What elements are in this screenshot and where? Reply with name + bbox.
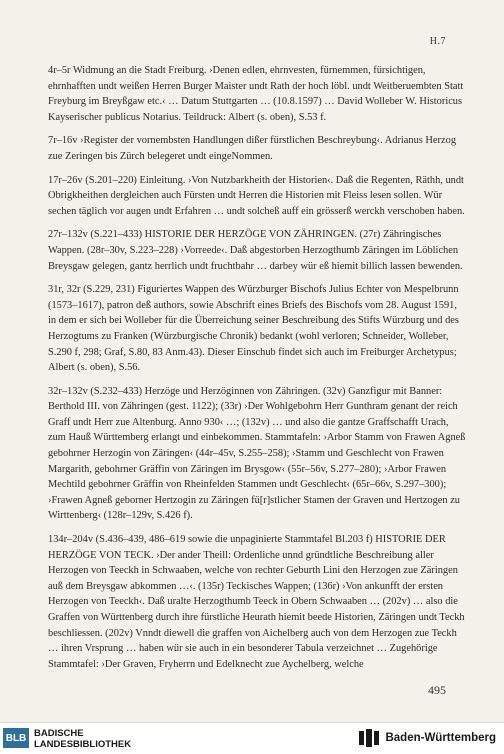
entry-zaehringen-history: 27r–132v (S.221–433) HISTORIE DER HERZÖGE VON ZÄHRINGEN. (27r) Zähringisches Wappen. (28r–30v, S.223–228) ›Vorreede‹. Daß abgestorben Herzogthumb Zäringen im Löblichen Breysgaw gelegen, gantz herrlich undt fruchtbahr … darbey wür eß hiemit billich lassen bewenden. xyxy=(48,229,463,272)
entry-zaehringen-dukes: 32r–132v (S.232–433) Herzöge und Herzöginnen von Zähringen. (32v) Ganzfigur mit Banner: Berthold III. von Zähringen (gest. 1122); (33r) ›Der Wohlgebohrn Herr Gunthram genant der reich Graff undt Herr zue Altenburg. Anno 930‹ …; (132v) … und also die gantze Graffschafft Urach, zum Hauß Württemberg erlangt und einbekommen. Stammtafeln: ›Arbor Stamm von Frawen Agneß gebohrner Herzogin von Zäringen‹ (44r–45v, S.255–258); ›Stamm und Geschlecht von Frawen Margarith, gebohrner Gräffin von Zäringen im Brysgow‹ (55r–56v, S.277–280); ›Arbor Frawen Mechtild gebohrner Gräffin von Rheinfelden Stammen undt Geschlecht‹ (65r–66v, S.297–300); ›Frawen Agneß geborner Hertzogin zu Zäringen fü[r]stlicher Stamen der Graven und Hertzogen zu Wirttenberg‹ (128r–129v, S.426 f). xyxy=(48,385,466,522)
footer-bar xyxy=(0,722,504,754)
running-head: H.7 xyxy=(429,36,446,47)
state-name: Baden-Württemberg xyxy=(385,732,496,744)
entry-introduction: 17r–26v (S.201–220) Einleitung. ›Von Nutzbarkheith der Historien‹. Daß die Regenten, Räthh, undt Obrigkheithen dergleichen auch Fürsten undt Herren die Historien mit Fleiss lesen sollen. Wür sechen täglich vor augen undt Erfahren … undt solcheß auff ein grösserß werckh verschoben haben. xyxy=(48,174,465,217)
blb-logo[interactable]: BLB xyxy=(3,728,29,748)
coat-of-arms-icon xyxy=(359,729,379,747)
page-body xyxy=(48,63,466,680)
page-number: 495 xyxy=(428,683,446,697)
baden-wuerttemberg-logo[interactable] xyxy=(359,729,496,747)
library-name-line2: LANDESBIBLIOTHEK xyxy=(34,739,132,750)
entry-register: 7r–16v ›Register der vornembsten Handlungen dißer fürstlichen Beschreybung‹. Adrianus Herzog zue Zeringen bis Zürch belegeret undt eingeNommen. xyxy=(48,135,457,162)
entry-wuerzburg-coat-of-arms: 31r, 32r (S.229, 231) Figuriertes Wappen des Würzburger Bischofs Julius Echter von Mespelbrunn (1573–1617), patron deß authors, sowie Abschrift eines Briefs des Bischofs vom 28. August 1591, in dem er sich bei Wolleber für die Überreichung seiner Beschreibung des Stifts Würzburg und des Herzogtums zu Franken (Würzburgische Chronik) bedankt (wohl verloren; Schneider, Wolleber, S.290 f, 298; Graf, S.80, 83 Anm.43). Dieser Einschub findet sich auch im Freiburger Archetypus; Albert (s. oben), S.56. xyxy=(48,284,459,374)
library-name-line1: BADISCHE xyxy=(34,728,84,739)
library-name[interactable] xyxy=(34,728,131,750)
entry-dedication: 4r–5r Widmung an die Stadt Freiburg. ›Denen edlen, ehrnvesten, fürnemmen, fürsichtigen, ehrnhafften undt weißen Herren Burger Maister undt Rath der hoch löbl. undt Weitberuembten Statt Freyburg im Breyßgaw etc.‹ … Datum Stuttgarten … (10.8.1597) … David Wolleber W. Historicus Kayserischer publicus Notarius. Teildruck: Albert (s. oben), S.53 f. xyxy=(48,65,464,123)
entry-teck-history: 134r–204v (S.436–439, 486–619 sowie die unpaginierte Stammtafel Bl.203 f) HISTORIE DER HERZÖGE VON TECK. ›Der ander Theill: Ordenliche unnd gründtliche Beschreibung aller Herzogen von Teeckh in Schwaaben, welche von rechter Geburth Lini den Herzogen zue Zäringen auß dem Breysgaw abkommen …‹. (135r) Teckisches Wappen; (136r) ›Von ankunfft der ersten Herzogen von Teeckh‹. Daß uralte Herzogthumb Teeck in Obern Schwaaben … (202v) … also die Graffen von Württenberg durch ihre fürstliche Heurath hiemit beede Historien, Zäringen undt Teckh beschliessen. (202v) Vnndt diewell die graffen von Aichelberg auch von dem Herzogen zue Teckh … ihren Vrsprung … haben wür sie auch in ein besonderer Tabula verzeichnet … Zugehörige Stammtafel: ›Der Graven, Fryherrn und Edelknecht zue Aychelberg, welche xyxy=(48,534,465,670)
